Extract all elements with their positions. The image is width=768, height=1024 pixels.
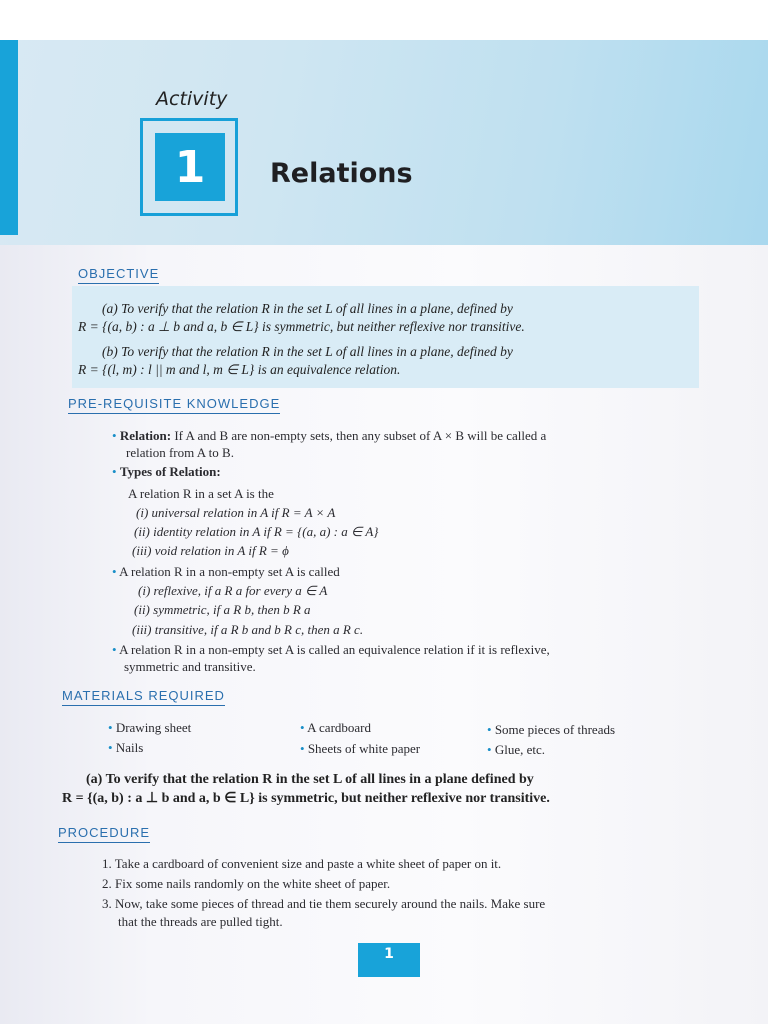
part-a-line2: R = {(a, b) : a ⊥ b and a, b ∈ L} is symmetric, but neither reflexive nor transitive. xyxy=(62,791,550,806)
bullet-icon: • xyxy=(112,564,117,579)
prereq-called-line xyxy=(112,564,340,580)
types-term: Types of Relation: xyxy=(119,464,221,479)
procedure-step-3-cont: that the threads are pulled tight. xyxy=(118,914,283,929)
objective-b-line1: (b) To verify that the relation R in the set L of all lines in a plane, defined by xyxy=(102,344,513,359)
bullet-icon: • xyxy=(487,742,492,757)
types-intro: A relation R in a set A is the xyxy=(128,486,274,501)
material-item xyxy=(300,720,371,736)
material-label: Some pieces of threads xyxy=(494,722,616,737)
called-transitive: (iii) transitive, if a R b and b R c, then a R c. xyxy=(132,622,364,637)
type-identity: (ii) identity relation in A if R = {(a, a) : a ∈ A} xyxy=(134,524,379,539)
activity-label: Activity xyxy=(156,88,228,110)
chapter-title: Relations xyxy=(270,158,413,189)
prerequisite-heading: PRE-REQUISITE KNOWLEDGE xyxy=(68,396,280,414)
type-void: (iii) void relation in A if R = ϕ xyxy=(132,543,289,558)
bullet-icon: • xyxy=(487,722,492,737)
bullet-icon: • xyxy=(112,464,117,479)
material-item xyxy=(300,741,420,757)
procedure-heading: PROCEDURE xyxy=(58,825,150,843)
equivalence-text-cont: symmetric and transitive. xyxy=(124,659,256,674)
objective-b-line2: R = {(l, m) : l || m and l, m ∈ L} is an equivalence relation. xyxy=(78,362,401,377)
prereq-equivalence-line xyxy=(112,642,550,658)
header-band xyxy=(0,40,768,245)
procedure-step-3: 3. Now, take some pieces of thread and tie them securely around the nails. Make sure xyxy=(102,896,546,911)
bullet-icon: • xyxy=(300,741,305,756)
material-label: Nails xyxy=(115,740,144,755)
called-symmetric: (ii) symmetric, if a R b, then b R a xyxy=(134,602,311,617)
relation-text-cont: relation from A to B. xyxy=(126,445,234,460)
materials-heading: MATERIALS REQUIRED xyxy=(62,688,225,706)
material-label: Glue, etc. xyxy=(494,742,545,757)
bullet-icon: • xyxy=(112,642,117,657)
material-label: Sheets of white paper xyxy=(307,741,421,756)
bullet-icon: • xyxy=(112,428,117,443)
prereq-relation-line xyxy=(112,428,546,444)
relation-term: Relation: xyxy=(119,428,172,443)
material-item xyxy=(108,720,191,736)
type-universal: (i) universal relation in A if R = A × A xyxy=(136,505,336,520)
material-label: Drawing sheet xyxy=(115,720,192,735)
page-number: 1 xyxy=(358,943,420,977)
material-item xyxy=(108,740,143,756)
material-label: A cardboard xyxy=(307,720,371,735)
part-a-line1: (a) To verify that the relation R in the set L of all lines in a plane defined by xyxy=(86,772,534,787)
prereq-types-line xyxy=(112,464,221,480)
procedure-step-1: 1. Take a cardboard of convenient size and paste a white sheet of paper on it. xyxy=(102,856,502,871)
accent-strip xyxy=(0,40,18,235)
equivalence-text: A relation R in a non-empty set A is called an equivalence relation if it is reflexive, xyxy=(119,642,550,657)
bullet-icon: • xyxy=(108,720,113,735)
relation-text: If A and B are non-empty sets, then any subset of A × B will be called a xyxy=(174,428,547,443)
called-intro: A relation R in a non-empty set A is called xyxy=(119,564,340,579)
material-item xyxy=(487,742,545,758)
material-item xyxy=(487,722,615,738)
bullet-icon: • xyxy=(108,740,113,755)
activity-number: 1 xyxy=(155,133,225,201)
called-reflexive: (i) reflexive, if a R a for every a ∈ A xyxy=(138,583,328,598)
procedure-step-2: 2. Fix some nails randomly on the white sheet of paper. xyxy=(102,876,391,891)
objective-heading: OBJECTIVE xyxy=(78,266,159,284)
objective-a-line2: R = {(a, b) : a ⊥ b and a, b ∈ L} is symmetric, but neither reflexive nor transitive. xyxy=(78,319,525,334)
bullet-icon: • xyxy=(300,720,305,735)
objective-a-line1: (a) To verify that the relation R in the set L of all lines in a plane, defined by xyxy=(102,301,513,316)
